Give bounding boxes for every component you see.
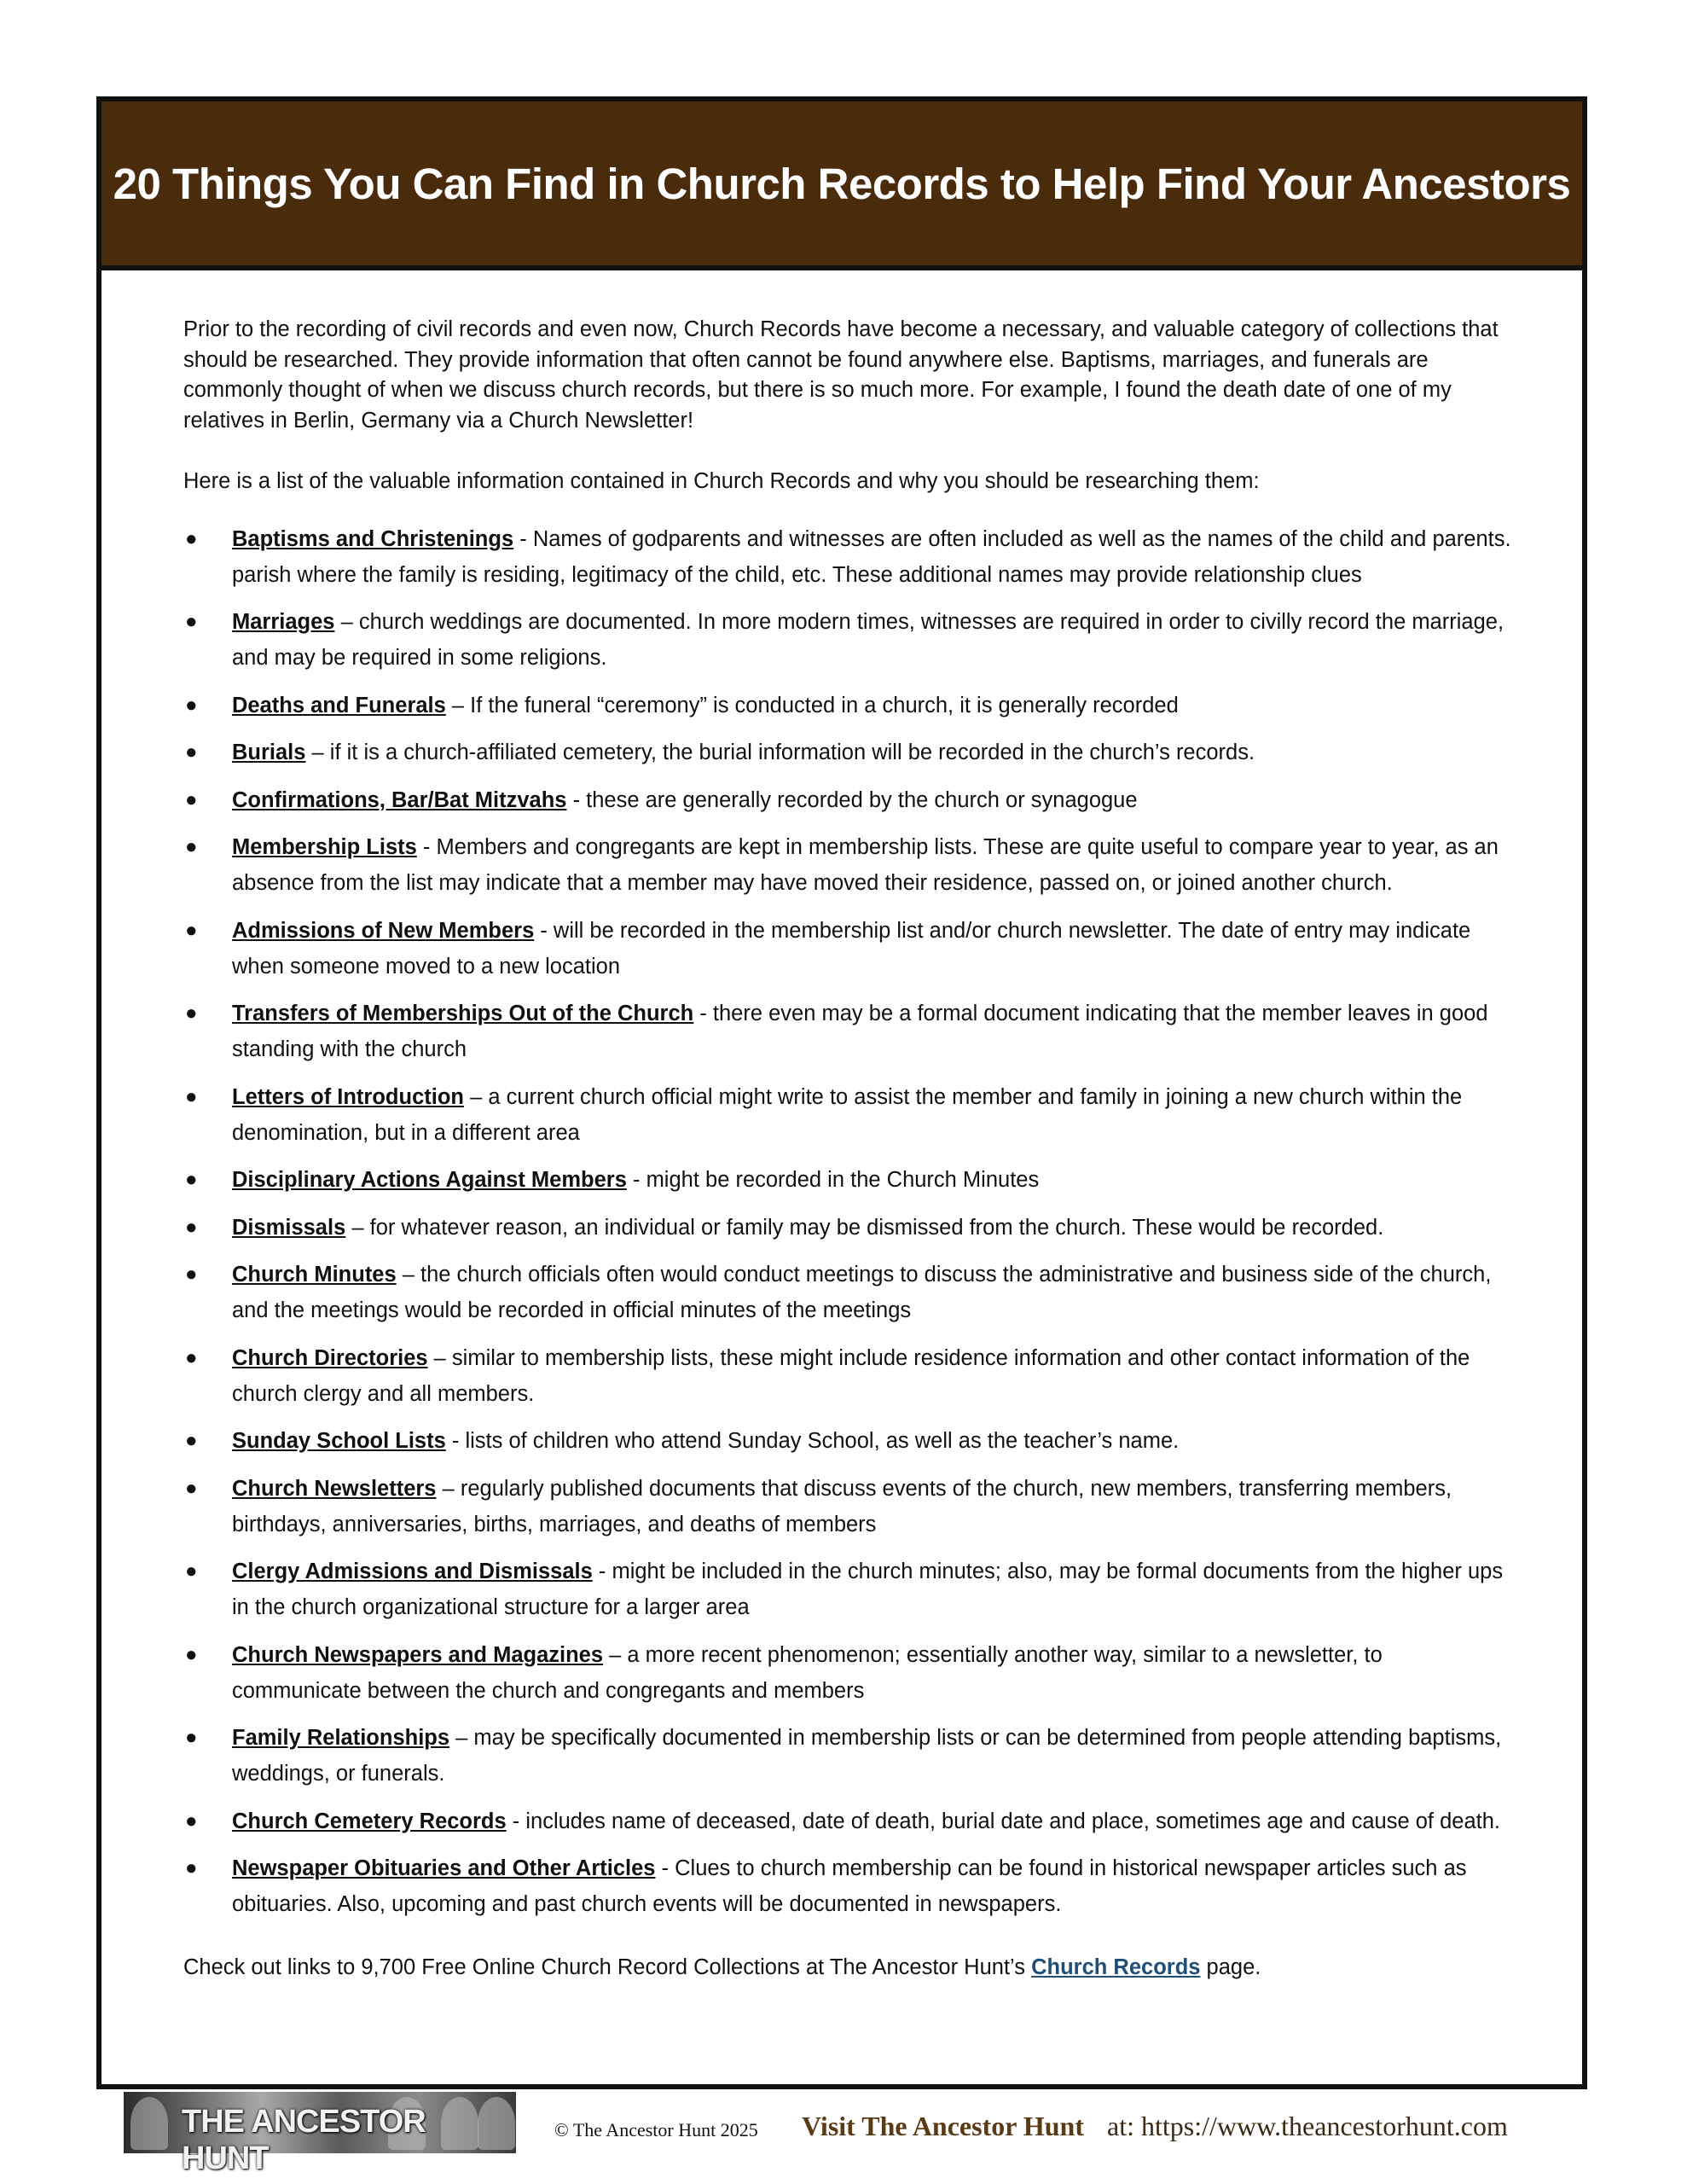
- list-item: [183, 913, 1514, 985]
- bullet-icon: ●: [185, 1168, 198, 1191]
- bullet-icon: ●: [185, 1809, 198, 1833]
- item-description: – if it is a church-affiliated cemetery, the burial information will be recorded in the church’s records.: [305, 741, 1255, 764]
- main-content: [183, 315, 1514, 1984]
- list-item: [183, 1079, 1514, 1151]
- item-description: – for whatever reason, an individual or family may be dismissed from the church. These would be recorded.: [345, 1215, 1384, 1240]
- list-item: [183, 735, 1514, 770]
- bullet-icon: ●: [185, 693, 198, 717]
- item-description: – church weddings are documented. In more modern times, witnesses are required in order to civilly record the marriage, and may be required in some religions.: [232, 610, 1504, 670]
- item-description: – may be specifically documented in membership lists or can be determined from people attending baptisms, weddings, or funerals.: [232, 1726, 1502, 1786]
- list-item: [183, 1471, 1514, 1542]
- bullet-icon: ●: [185, 526, 198, 550]
- item-term: Church Cemetery Records: [232, 1809, 507, 1833]
- list-item: [183, 1637, 1514, 1709]
- list-item: [183, 1210, 1514, 1246]
- bullet-icon: ●: [185, 787, 198, 811]
- item-term: Dismissals: [232, 1215, 346, 1240]
- item-term: Baptisms and Christenings: [232, 526, 514, 551]
- item-term: Clergy Admissions and Dismissals: [232, 1560, 593, 1583]
- item-description: – If the funeral “ceremony” is conducted in a church, it is generally recorded: [445, 693, 1179, 717]
- bullet-icon: ●: [185, 1215, 198, 1239]
- item-term: Church Directories: [232, 1345, 428, 1370]
- intro-paragraph: Prior to the recording of civil records and even now, Church Records have become a necessary, and valuable category of collections that should be researched. They provide information that often cannot be found anywhere else. Baptisms, marriages, and funerals are commonly thought of when we discuss church records, but there is so much more. For example, I found the death date of one of my relatives in Berlin, Germany via a Church Newsletter!: [183, 317, 1499, 433]
- records-list: [183, 521, 1514, 1923]
- item-description: - will be recorded in the membership list and/or church newsletter. The date of entry may indicate when someone moved to a new location: [232, 918, 1471, 979]
- bullet-icon: ●: [185, 1345, 198, 1369]
- closing-suffix: page.: [1200, 1955, 1261, 1979]
- logo-text: THE ANCESTOR HUNT: [182, 2104, 426, 2176]
- item-term: Confirmations, Bar/Bat Mitzvahs: [232, 787, 567, 812]
- item-term: Deaths and Funerals: [232, 693, 446, 717]
- list-item: [183, 829, 1514, 901]
- church-records-link[interactable]: Church Records: [1031, 1955, 1201, 1979]
- title-banner: [101, 102, 1582, 270]
- list-item: [183, 1850, 1514, 1922]
- item-description: - might be recorded in the Church Minutes: [626, 1168, 1040, 1192]
- list-item: [183, 688, 1514, 723]
- item-description: - Members and congregants are kept in membership lists. These are quite useful to compare year to year, as an absence from the list may indicate that a member may have moved their residence, passed on, or joined another church.: [232, 835, 1499, 895]
- item-term: Admissions of New Members: [232, 918, 535, 943]
- list-item: [183, 1554, 1514, 1625]
- site-url[interactable]: at: https://www.theancestorhunt.com: [1107, 2111, 1508, 2141]
- item-description: - Clues to church membership can be found in historical newspaper articles such as obituaries. Also, upcoming and past church events will be documented in newspapers.: [232, 1856, 1467, 1916]
- item-description: - includes name of deceased, date of death, burial date and place, sometimes age and cause of death.: [506, 1809, 1500, 1833]
- bullet-icon: ●: [185, 610, 198, 633]
- item-description: - lists of children who attend Sunday School, as well as the teacher’s name.: [445, 1429, 1180, 1453]
- item-description: – similar to membership lists, these might include residence information and other contact information of the church clergy and all members.: [232, 1345, 1470, 1406]
- list-item: [183, 1804, 1514, 1839]
- item-term: Disciplinary Actions Against Members: [232, 1168, 627, 1192]
- item-description: - these are generally recorded by the church or synagogue: [566, 787, 1138, 812]
- item-description: - there even may be a formal document indicating that the member leaves in good standing with the church: [232, 1002, 1488, 1061]
- bullet-icon: ●: [185, 1726, 198, 1749]
- item-term: Church Minutes: [232, 1263, 397, 1287]
- list-item: [183, 1162, 1514, 1198]
- list-item: [183, 1720, 1514, 1792]
- bullet-icon: ●: [185, 1002, 198, 1025]
- list-item: [183, 1340, 1514, 1412]
- item-term: Sunday School Lists: [232, 1429, 446, 1453]
- item-term: Church Newsletters: [232, 1476, 437, 1501]
- list-item: [183, 1257, 1514, 1328]
- item-description: - Names of godparents and witnesses are often included as well as the names of the child and parents. parish where the family is residing, legitimacy of the child, etc. These additional names may provide relationship clues: [232, 526, 1511, 587]
- item-term: Membership Lists: [232, 835, 417, 859]
- item-term: Family Relationships: [232, 1726, 450, 1750]
- item-term: Transfers of Memberships Out of the Church: [232, 1002, 694, 1025]
- closing-paragraph: [183, 1953, 1514, 1984]
- bullet-icon: ●: [185, 1429, 198, 1452]
- portrait-photo: [130, 2097, 168, 2150]
- bullet-icon: ●: [185, 1560, 198, 1583]
- ancestor-hunt-logo[interactable]: [124, 2092, 516, 2176]
- item-term: Marriages: [232, 610, 335, 634]
- bullet-icon: ●: [185, 1084, 198, 1108]
- list-item: [183, 782, 1514, 818]
- list-intro: Here is a list of the valuable information contained in Church Records and why you should be researching them:: [183, 469, 1260, 493]
- item-description: – a more recent phenomenon; essentially another way, similar to a newsletter, to communicate between the church and congregants and members: [232, 1642, 1383, 1703]
- copyright-notice: © The Ancestor Hunt 2025: [554, 2119, 758, 2140]
- bullet-icon: ●: [185, 1642, 198, 1666]
- list-item: [183, 996, 1514, 1067]
- closing-prefix: Check out links to 9,700 Free Online Church Record Collections at The Ancestor Hunt’s: [183, 1955, 1032, 1979]
- bullet-icon: ●: [185, 835, 198, 858]
- bullet-icon: ●: [185, 1476, 198, 1500]
- page-footer: [124, 2092, 1574, 2176]
- item-description: – regularly published documents that discuss events of the church, new members, transferring members, birthdays, anniversaries, births, marriages, and deaths of members: [232, 1476, 1452, 1536]
- item-term: Burials: [232, 741, 306, 764]
- item-term: Letters of Introduction: [232, 1084, 464, 1109]
- item-description: – a current church official might write to assist the member and family in joining a new church within the denomination, but in a different area: [232, 1084, 1463, 1145]
- visit-link[interactable]: Visit The Ancestor Hunt: [802, 2111, 1084, 2141]
- bullet-icon: ●: [185, 1856, 198, 1879]
- page-title: 20 Things You Can Find in Church Records to Help Find Your Ancestors: [113, 159, 1571, 208]
- item-description: – the church officials often would conduct meetings to discuss the administrative and business side of the church, and the meetings would be recorded in official minutes of the meetings: [232, 1263, 1492, 1322]
- bullet-icon: ●: [185, 1263, 198, 1286]
- list-item: [183, 604, 1514, 676]
- page-frame: [96, 96, 1587, 2089]
- list-item: [183, 521, 1514, 593]
- bullet-icon: ●: [185, 741, 198, 764]
- item-term: Newspaper Obituaries and Other Articles: [232, 1856, 656, 1880]
- bullet-icon: ●: [185, 918, 198, 942]
- item-term: Church Newspapers and Magazines: [232, 1642, 604, 1667]
- list-item: [183, 1423, 1514, 1459]
- item-description: - might be included in the church minutes; also, may be formal documents from the higher ups in the church organizational structure for a larger area: [232, 1560, 1504, 1619]
